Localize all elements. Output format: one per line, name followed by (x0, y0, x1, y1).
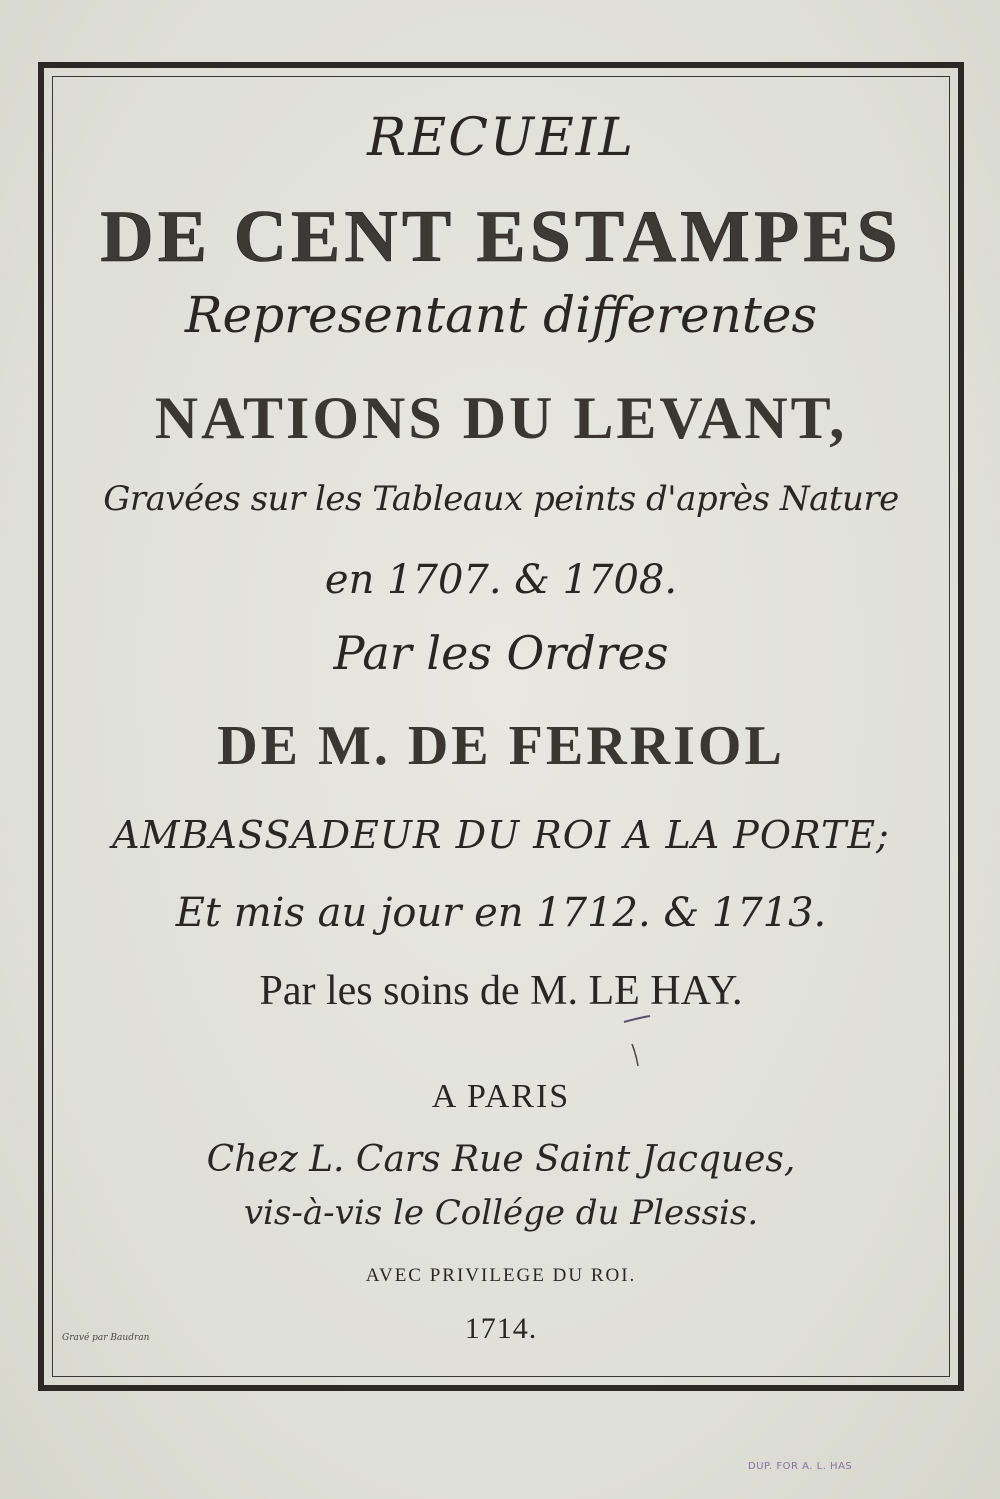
engraver-signature: Gravé par Baudran (62, 1333, 150, 1343)
title-de-m-de-ferriol: DE M. DE FERRIOL (217, 715, 785, 777)
subtitle-ambassadeur: AMBASSADEUR DU ROI A LA PORTE; (112, 813, 890, 857)
imprint-address: vis-à-vis le Collége du Plessis. (243, 1193, 759, 1233)
imprint-city: A PARIS (431, 1078, 571, 1115)
hand-mark-icon (620, 1014, 660, 1074)
dates-published: Et mis au jour en 1712. & 1713. (175, 890, 827, 936)
privilege-line: AVEC PRIVILEGE DU ROI. (365, 1265, 637, 1286)
subtitle-par-les-ordres: Par les Ordres (333, 626, 669, 680)
title-de-cent-estampes: DE CENT ESTAMPES (100, 196, 902, 278)
publication-year: 1714. (464, 1312, 538, 1345)
imprint-publisher: Chez L. Cars Rue Saint Jacques, (206, 1139, 796, 1180)
subtitle-gravees: Gravées sur les Tableaux peints d'après Nature (103, 479, 899, 519)
library-stamp: DUP. FOR A. L. HAS (748, 1461, 853, 1472)
subtitle-representant: Representant differentes (184, 286, 818, 344)
editor-line: Par les soins de M. LE HAY. (259, 968, 743, 1014)
title-recueil: RECUEIL (367, 108, 635, 168)
dates-engraved: en 1707. & 1708. (324, 557, 678, 603)
title-nations-du-levant: NATIONS DU LEVANT, (154, 385, 848, 451)
